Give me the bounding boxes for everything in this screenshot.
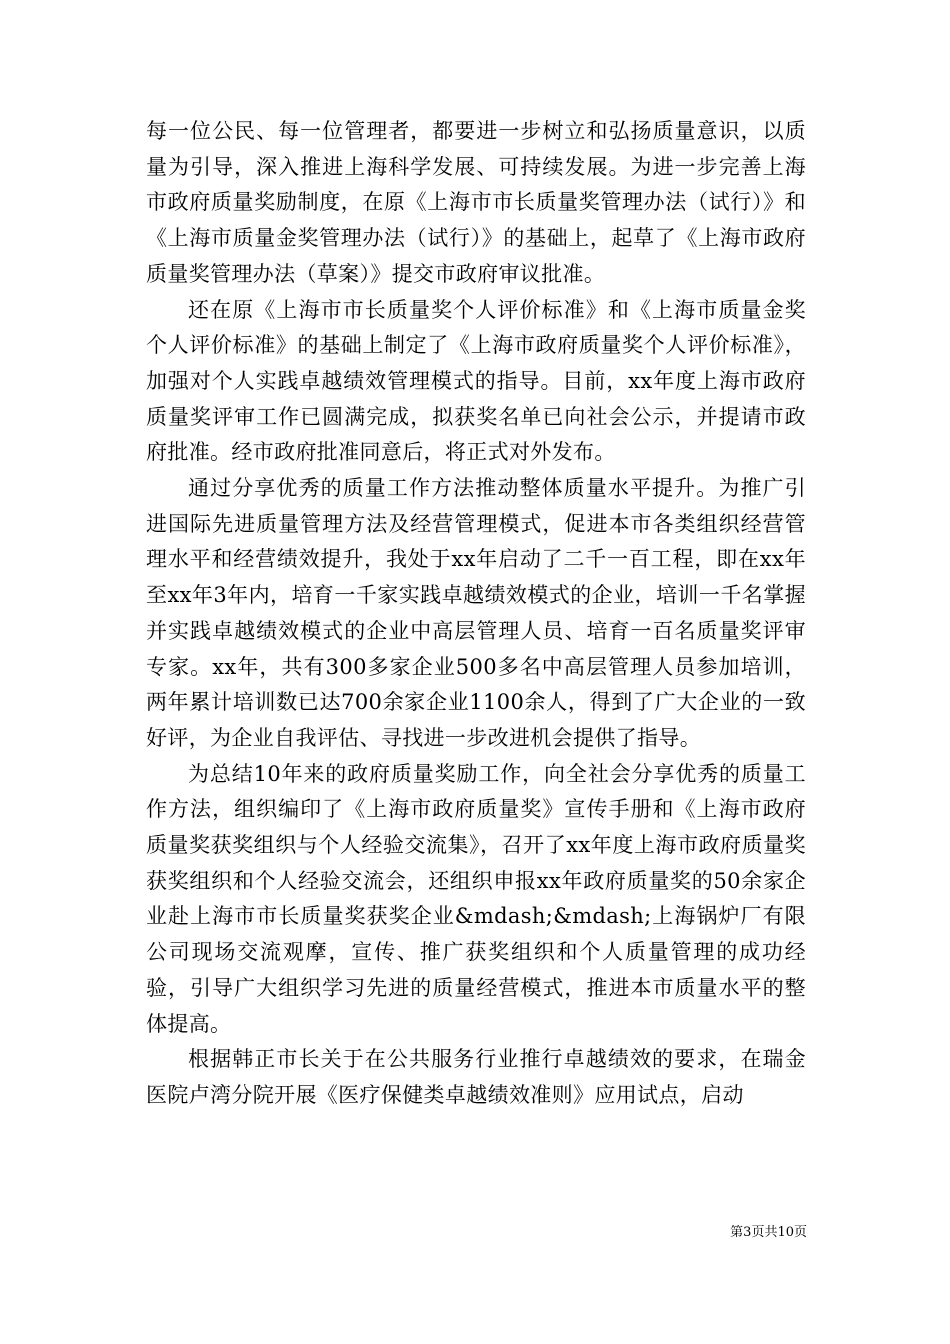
paragraph-1: 每一位公民、每一位管理者，都要进一步树立和弘扬质量意识，以质量为引导，深入推进上海科学发展、可持续发展。为进一步完善上海市政府质量奖励制度，在原《上海市市长质量奖管理办法（试行）》和《上海市质量金奖管理办法（试行）》的基础上，起草了《上海市政府质量奖管理办法（草案）》提交市政府审议批准。 (146, 119, 806, 286)
paragraph-3: 通过分享优秀的质量工作方法推动整体质量水平提升。为推广引进国际先进质量管理方法及经营管理模式，促进本市各类组织经营管理水平和经营绩效提升，我处于xx年启动了二千一百工程，即在xx年至xx年3年内，培育一千家实践卓越绩效模式的企业，培训一千名掌握并实践卓越绩效模式的企业中高层管理人员、培育一百名质量奖评审专家。xx年，共有300多家企业500多名中高层管理人员参加培训，两年累计培训数已达700余家企业1100余人，得到了广大企业的一致好评，为企业自我评估、寻找进一步改进机会提供了指导。 (146, 476, 806, 750)
page-number: 第3页共10页 (730, 1225, 807, 1240)
paragraph-2: 还在原《上海市市长质量奖个人评价标准》和《上海市质量金奖个人评价标准》的基础上制定了《上海市政府质量奖个人评价标准》，加强对个人实践卓越绩效管理模式的指导。目前，xx年度上海市政府质量奖评审工作已圆满完成，拟获奖名单已向社会公示，并提请市政府批准。经市政府批准同意后，将正式对外发布。 (146, 297, 806, 465)
paragraph-5: 根据韩正市长关于在公共服务行业推行卓越绩效的要求，在瑞金医院卢湾分院开展《医疗保健类卓越绩效准则》应用试点，启动 (146, 1047, 806, 1107)
document-body (146, 114, 806, 1114)
paragraph-4: 为总结10年来的政府质量奖励工作，向全社会分享优秀的质量工作方法，组织编印了《上海市政府质量奖》宣传手册和《上海市政府质量奖获奖组织与个人经验交流集》，召开了xx年度上海市政府质量奖获奖组织和个人经验交流会，还组织申报xx年政府质量奖的50余家企业赴上海市市长质量奖获奖企业&mdash;&mdash;上海锅炉厂有限公司现场交流观摩，宣传、推广获奖组织和个人质量管理的成功经验，引导广大组织学习先进的质量经营模式，推进本市质量水平的整体提高。 (146, 761, 806, 1036)
